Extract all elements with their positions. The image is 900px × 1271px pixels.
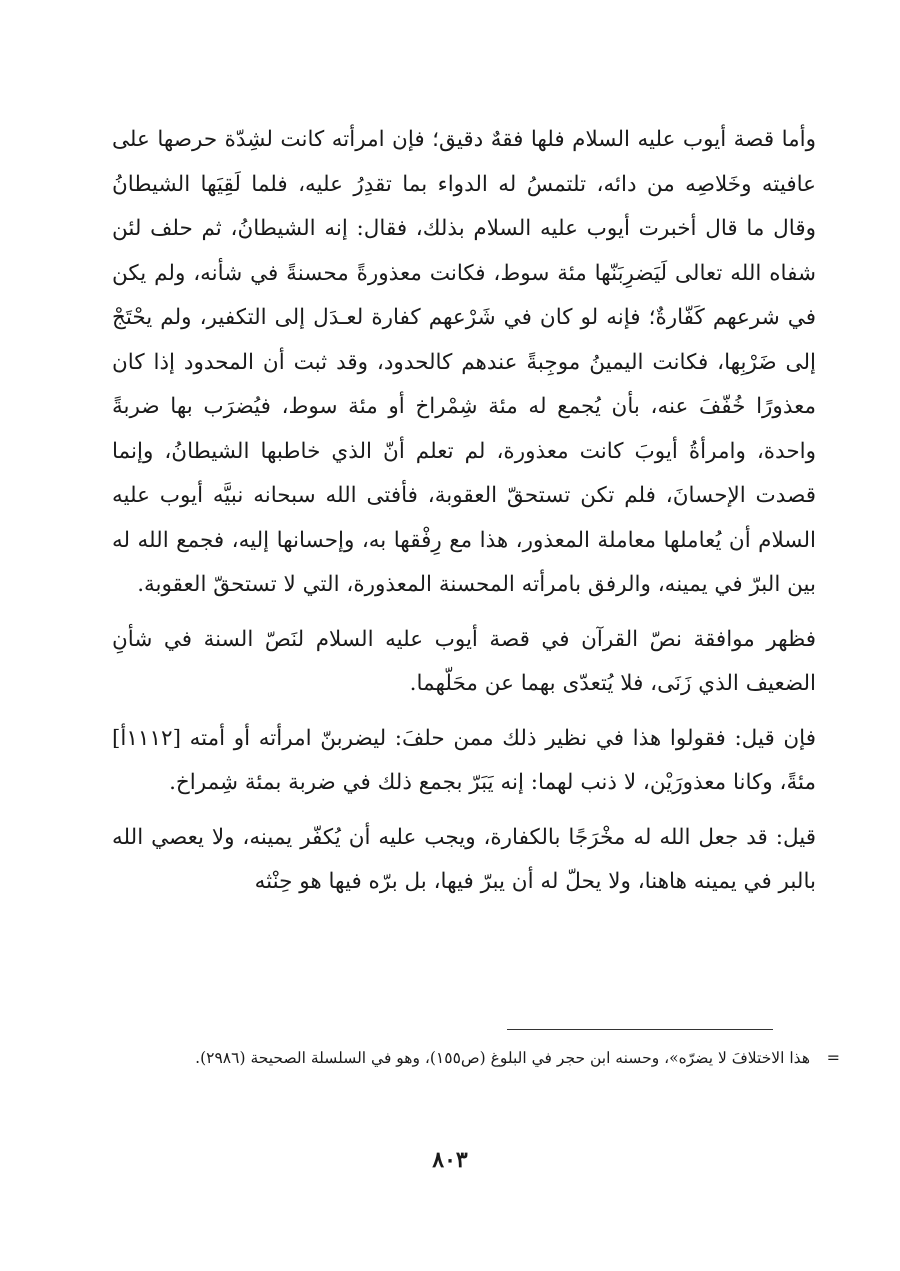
footnote-text: هذا الاختلافَ لا يضرّه»، وحسنه ابن حجر في البلوغ (ص١٥٥)، وهو في السلسلة الصحيحة (٢٩٨٦). [195, 1049, 810, 1067]
paragraph-3: فإن قيل: فقولوا هذا في نظير ذلك ممن حلفَ: ليضربنّ امرأته أو أمته [١١١٢أ] مئةً، وكانا معذورَيْن، لا ذنب لهما: إنه يَبَرّ بجمع ذلك في ضربة بمئة شِمراخ. [112, 725, 816, 795]
paragraph-2: فظهر موافقة نصّ القرآن في قصة أيوب عليه السلام لنَصّ السنة في شأنِ الضعيف الذي زَنَى، فلا يُتعدّى بهما عن محَلّهما. [112, 626, 816, 696]
paragraph-4: قيل: قد جعل الله له مخْرَجًا بالكفارة، ويجب عليه أن يُكفّر يمينه، ولا يعصي الله بالبر في يمينه هاهنا، ولا يحلّ له أن يبرّ فيها، بل برّه فيها هو حِنْثه [112, 824, 816, 894]
footnote-divider [507, 1029, 773, 1030]
paragraph-1: وأما قصة أيوب عليه السلام فلها فقهٌ دقيق؛ فإن امرأته كانت لشِدّة حرصها على عافيته وخَلاصِه من دائه، تلتمسُ له الدواء بما تقدِرُ عليه، فلما لَقِيَها الشيطانُ وقال ما قال أخبرت أيوب عليه السلام بذلك، فقال: إنه الشيطانُ، ثم حلف لئن شفاه الله تعالى لَيَضرِبَنّها مئة سوط، فكانت معذورةً محسنةً في شأنه، ولم يكن في شرعهم كَفّارةٌ؛ فإنه لو كان في شَرْعهم كفارة لعـدَل إلى التكفير، ولم يحْتَجْ إلى ضَرْبِها، فكانت اليمينُ موجِبةً عندهم كالحدود، وقد ثبت أن المحدود إذا كان معذورًا خُفّفَ عنه، بأن يُجمع له مئة شِمْراخ أو مئة سوط، فيُضرَب بها ضربةً واحدة، وامرأةُ أيوبَ كانت معذورة، لم تعلم أنّ الذي خاطبها الشيطانُ، وإنما قصدت الإحسانَ، فلم تكن تستحقّ العقوبة، فأفتى الله سبحانه نبيَّه أيوب عليه السلام أن يُعاملها معاملة المعذور، هذا مع رِفْقها به، وإحسانها إليه، فجمع الله له بين البرّ في يمينه، والرفق بامرأته المحسنة المعذورة، التي لا تستحقّ العقوبة. [112, 127, 816, 597]
footnote-continuation-marker: = [826, 1048, 840, 1067]
footnote [112, 1043, 840, 1073]
main-text [112, 118, 816, 913]
page-number: ٨٠٣ [432, 1147, 468, 1173]
